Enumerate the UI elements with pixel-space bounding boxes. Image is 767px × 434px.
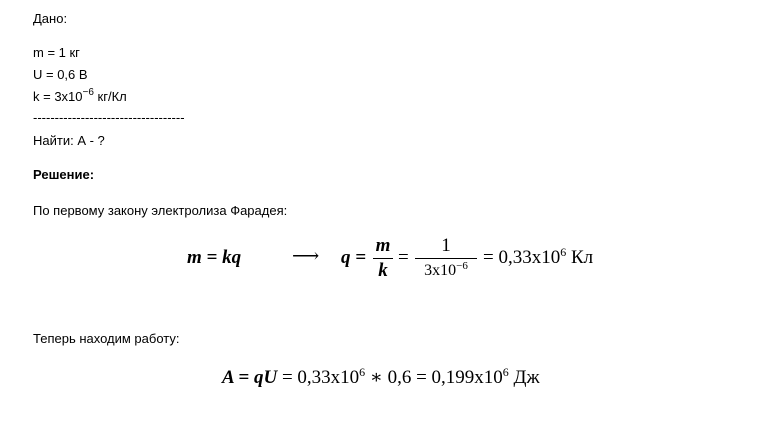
eq1-result-unit: Кл [566, 247, 594, 268]
given-divider: ----------------------------------- [33, 110, 185, 125]
fraction-one-numerator: 1 [441, 235, 451, 256]
given-heading: Дано: [33, 11, 68, 26]
eq1-result-exponent: 6 [560, 245, 567, 259]
solution-heading: Решение: [33, 167, 95, 182]
fraction-bar [373, 258, 393, 259]
fraction-m-over-k [373, 235, 393, 282]
eq2-unit: Дж [508, 367, 540, 388]
eq1-result [483, 247, 593, 269]
fraction-bar [415, 258, 477, 259]
given-voltage: U = 0,6 В [33, 67, 88, 82]
given-k-exponent: −6 [82, 87, 94, 98]
arrow-icon: ⟶ [292, 246, 320, 267]
given-k-unit: кг/Кл [93, 89, 127, 104]
fraction-denominator [415, 260, 477, 282]
work-intro: Теперь находим работу: [33, 331, 180, 346]
eq2-mid-rest: ∗ 0,6 = 0,199x10 [365, 367, 503, 388]
eq2-mid-base: = 0,33x10 [277, 367, 360, 388]
fraction-one-over-k [415, 235, 477, 282]
eq1-equals: = [398, 247, 409, 268]
fraction-denominator-exponent: −6 [456, 260, 468, 272]
eq1-q [341, 247, 366, 269]
eq1-q-lhs: q = [341, 247, 367, 268]
given-mass: m = 1 кг [33, 45, 80, 60]
given-k-prefix: k = 3x10 [33, 89, 83, 104]
eq2-lhs: A = qU [222, 367, 278, 388]
fraction-m-numerator: m [375, 235, 391, 256]
fraction-k-denominator: k [378, 260, 388, 281]
eq1-lhs: m = kq [187, 247, 242, 268]
eq2 [222, 367, 540, 389]
given-electrochemical-equivalent [33, 89, 127, 105]
eq2-result-exponent: 6 [502, 365, 509, 379]
eq2-mid-exponent: 6 [359, 365, 366, 379]
faraday-intro: По первому закону электролиза Фарадея: [33, 203, 288, 218]
fraction-denominator-base: 3x10 [424, 262, 457, 279]
eq1-result-base: = 0,33x10 [483, 247, 561, 268]
find-line: Найти: А - ? [33, 133, 105, 148]
